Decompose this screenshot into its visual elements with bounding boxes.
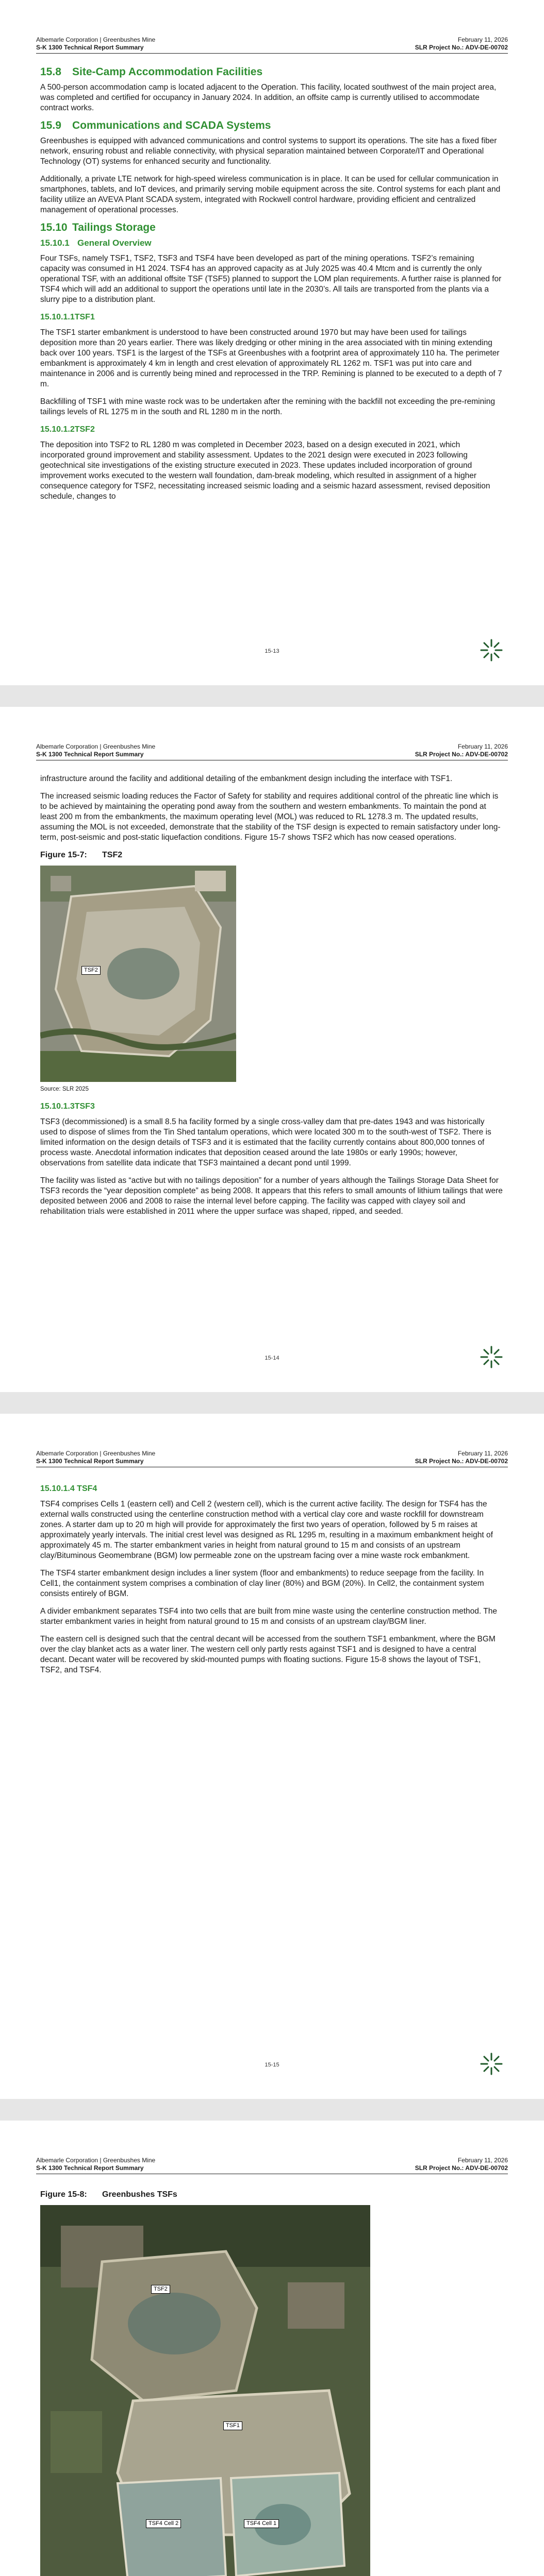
- page-header: [36, 1450, 508, 1467]
- slr-logo-icon: [479, 638, 504, 663]
- paragraph: Greenbushes is equipped with advanced communications and control systems to support its operations. The site has a fixed fiber network, ensuring robust and reliable connectivity, with physical separation maintained between Corporate/IT and Operational Technology (OT) systems for enhanced security and functionality.: [40, 137, 497, 166]
- report-page: [0, 2121, 544, 2576]
- paragraph: TSF4 comprises Cells 1 (eastern cell) and Cell 2 (western cell), which is the current active facility. The design for TSF4 has the external walls constructed using the centerline construction method with a vertical clay core and waste rockfill for downstream zones. A starter dam up to 20 m high will provide for approximately the first two years of operation, followed by 5 m raises at approximately yearly intervals. The initial crest level was designed as RL 1295 m, resulting in a maximum embankment height of approximately 45 m. The starter embankment varies in height from natural ground to 15 m and consists of an upstream clay/Bituminous Geomembrane (BGM) low permeable zone on the upstream facing over a mine waste rock embankment.: [40, 1500, 493, 1560]
- header-project: SLR Project No.: ADV-DE-00702: [415, 2164, 508, 2172]
- header-company: Albemarle Corporation | Greenbushes Mine: [36, 1450, 156, 1457]
- report-page: [0, 1414, 544, 2099]
- header-report: S-K 1300 Technical Report Summary: [36, 44, 144, 51]
- subsection-heading: 15.10.1.1TSF1: [40, 313, 95, 321]
- paragraph: The increased seismic loading reduces the Factor of Safety for stability and requires additional control of the phreatic line which is to be achieved by maintaining the operating pond away from the southern and western embankments. To maintain the pond at least 200 m from the embankments, the maximum operating level (MOL) was reduced to RL 1278.3 m. The updated results, assuming the MOL is not exceeded, demonstrate that the stability of the TSF design is expected to remain satisfactory under long-term, post-seismic and post-static liquefaction conditions. Figure 15-7 shows TSF2 which has now ceased operations.: [40, 792, 501, 842]
- header-project: SLR Project No.: ADV-DE-00702: [415, 751, 508, 758]
- slr-logo-icon: [479, 1345, 504, 1369]
- subsection-heading: 15.10.1 General Overview: [40, 238, 152, 248]
- header-date: February 11, 2026: [457, 36, 508, 43]
- subsection-heading: 15.10.1.3TSF3: [40, 1102, 95, 1111]
- page-content: [40, 774, 504, 1224]
- tsf2-aerial-photo: [40, 866, 236, 1082]
- header-date: February 11, 2026: [457, 2157, 508, 2164]
- section-heading: 15.10 Tailings Storage: [40, 222, 156, 233]
- header-date: February 11, 2026: [457, 1450, 508, 1457]
- paragraph: TSF3 (decommissioned) is a small 8.5 ha facility formed by a single cross-valley dam that pre-dates 1943 and was historically used to dispose of slimes from the Tin Shed tantalum operations, which were located 300 m to the south-west of TSF2. There is limited information on the design details of TSF3 and it is estimated that the facility currently contains about 800,000 tonnes of process waste. Anecdotal information indicates that deposition ceased around the late 1980s or early 1990s; however, observations from satellite data indicate that TSF3 maintained a decant pond until 1999.: [40, 1117, 491, 1167]
- aerial-image: [40, 2205, 370, 2576]
- map-label-tsf4-cell2: TSF4 Cell 2: [146, 2519, 181, 2528]
- figure-source: Source: SLR 2025: [40, 1086, 89, 1092]
- page-content: [40, 67, 504, 509]
- paragraph: The deposition into TSF2 to RL 1280 m was completed in December 2023, based on a design executed in 2021, which incorporated ground improvement and stability assessment. Updates to the 2021 design were executed in 2023 following geotechnical site investigations of the existing structure executed in 2023. These updates included incorporation of ground improvement works executed to the western wall foundation, dam-break modeling, which resulted in assignment of a higher consequence category for TSF2, necessitating increased seismic loading and a seismic hazard assessment, revised deposition schedule, changes to: [40, 440, 490, 501]
- paragraph: Additionally, a private LTE network for high-speed wireless communication is in place. It can be used for cellular communication in smartphones, tablets, and IoT devices, and primarily serving mobile equipment across the site. Control systems for each plant and facility utilize an AVEVA Plant SCADA system, integrated with Rockwell control hardware, providing efficient and centralized management of operational processes.: [40, 175, 501, 214]
- paragraph: infrastructure around the facility and additional detailing of the embankment design including the interface with TSF1.: [40, 774, 453, 783]
- paragraph: The TSF4 starter embankment design includes a liner system (floor and embankments) to reduce seepage from the facility. In Cell1, the containment system comprises a combination of clay liner (80%) and BGM (20%). In Cell2, the containment system consists entirely of BGM.: [40, 1569, 484, 1598]
- page-header: [36, 743, 508, 760]
- header-company: Albemarle Corporation | Greenbushes Mine: [36, 36, 156, 43]
- aerial-image: [40, 866, 236, 1082]
- page-number: 15-15: [265, 2062, 279, 2068]
- header-company: Albemarle Corporation | Greenbushes Mine: [36, 743, 156, 750]
- paragraph: Backfilling of TSF1 with mine waste rock was to be undertaken after the remining with the backfill not exceeding the pre-remining tailings levels of RL 1275 m in the south and RL 1280 m in the north.: [40, 397, 495, 416]
- map-label: TSF2: [81, 966, 101, 975]
- paragraph: A 500-person accommodation camp is located adjacent to the Operation. This facility, located southwest of the main project area, was completed and certified for occupancy in January 2024. In addition, an offsite camp is currently utilised to accommodate contract works.: [40, 83, 497, 112]
- page-number: 15-14: [265, 1355, 279, 1361]
- figure-title: Figure 15-7: TSF2: [40, 851, 123, 859]
- paragraph: Four TSFs, namely TSF1, TSF2, TSF3 and TSF4 have been developed as part of the mining operations. TSF2’s remaining capacity was consumed in H1 2024. TSF4 has an approved capacity as at July 2025 was 40.4 Mtcm and is currently the only operational TSF, with an additional offsite TSF (TSF5) planned to support the LOM plan requirements. A further raise is planned for TSF4 which will add an additional to support the operations until late in the 2030’s. All tails are transported from the plants via a slurry pipe to a distribution plant.: [40, 254, 502, 304]
- subsection-heading: 15.10.1.2TSF2: [40, 425, 95, 434]
- report-page: [0, 707, 544, 1392]
- map-label-tsf2: TSF2: [151, 2285, 170, 2294]
- report-page: [0, 0, 544, 685]
- slr-logo-icon: [479, 2052, 504, 2076]
- map-label-tsf4-cell1: TSF4 Cell 1: [244, 2519, 279, 2528]
- greenbushes-tsfs-aerial-photo: [40, 2205, 370, 2576]
- paragraph: The facility was listed as “active but with no tailings deposition” for a number of years although the Tailings Storage Data Sheet for TSF3 records the “year deposition complete” as being 2008. It appears that this refers to small amounts of lithium tailings that were deposited between 2006 and 2008 to raise the internal level before capping. The facility was capped with clayey soil and rehabilitation trials were established in 2011 where the upper surface was shaped, ripped, and seeded.: [40, 1176, 503, 1216]
- subsection-heading: 15.10.1.4 TSF4: [40, 1484, 97, 1493]
- header-company: Albemarle Corporation | Greenbushes Mine: [36, 2157, 156, 2164]
- header-report: S-K 1300 Technical Report Summary: [36, 1458, 144, 1465]
- section-heading: 15.9 Communications and SCADA Systems: [40, 120, 271, 131]
- header-project: SLR Project No.: ADV-DE-00702: [415, 1458, 508, 1465]
- page-header: [36, 2157, 508, 2174]
- page-content: [40, 1481, 504, 1683]
- header-report: S-K 1300 Technical Report Summary: [36, 2164, 144, 2172]
- header-date: February 11, 2026: [457, 743, 508, 750]
- section-heading: 15.8 Site-Camp Accommodation Facilities: [40, 66, 263, 78]
- figure-title: Figure 15-8: Greenbushes TSFs: [40, 2190, 177, 2199]
- page-content: [40, 2188, 504, 2576]
- header-project: SLR Project No.: ADV-DE-00702: [415, 44, 508, 51]
- page-number: 15-13: [265, 648, 279, 654]
- paragraph: A divider embankment separates TSF4 into two cells that are built from mine waste using the centerline construction method. The starter embankment varies in height from natural ground to 15 m and consists of an upstream clay/BGM liner.: [40, 1607, 497, 1626]
- header-report: S-K 1300 Technical Report Summary: [36, 751, 144, 758]
- map-label-tsf1: TSF1: [223, 2421, 242, 2430]
- paragraph: The TSF1 starter embankment is understood to have been constructed around 1970 but may have been used for tailings deposition more than 20 years earlier. There was likely dredging or other mining in the area associated with tin mining extending back over 100 years. TSF1 is the largest of the TSFs at Greenbushes with a footprint area of approximately 110 ha. The perimeter embankment is approximately 4 km in length and crest elevation of approximately RL 1262 m. TSF1 was put into care and maintenance in 2006 and is currently being mined and reprocessed in the TRP. Remining is planned to be executed to a depth of 7 m.: [40, 328, 502, 388]
- page-header: [36, 36, 508, 54]
- paragraph: The eastern cell is designed such that the central decant will be accessed from the southern TSF1 embankment, where the BGM over the clay blanket acts as a water liner. The western cell only partly rests against TSF1 and is designed to have a central decant. Decant water will be recovered by skid-mounted pumps with floating suctions. Figure 15-8 shows the layout of TSF1, TSF2, and TSF4.: [40, 1635, 496, 1674]
